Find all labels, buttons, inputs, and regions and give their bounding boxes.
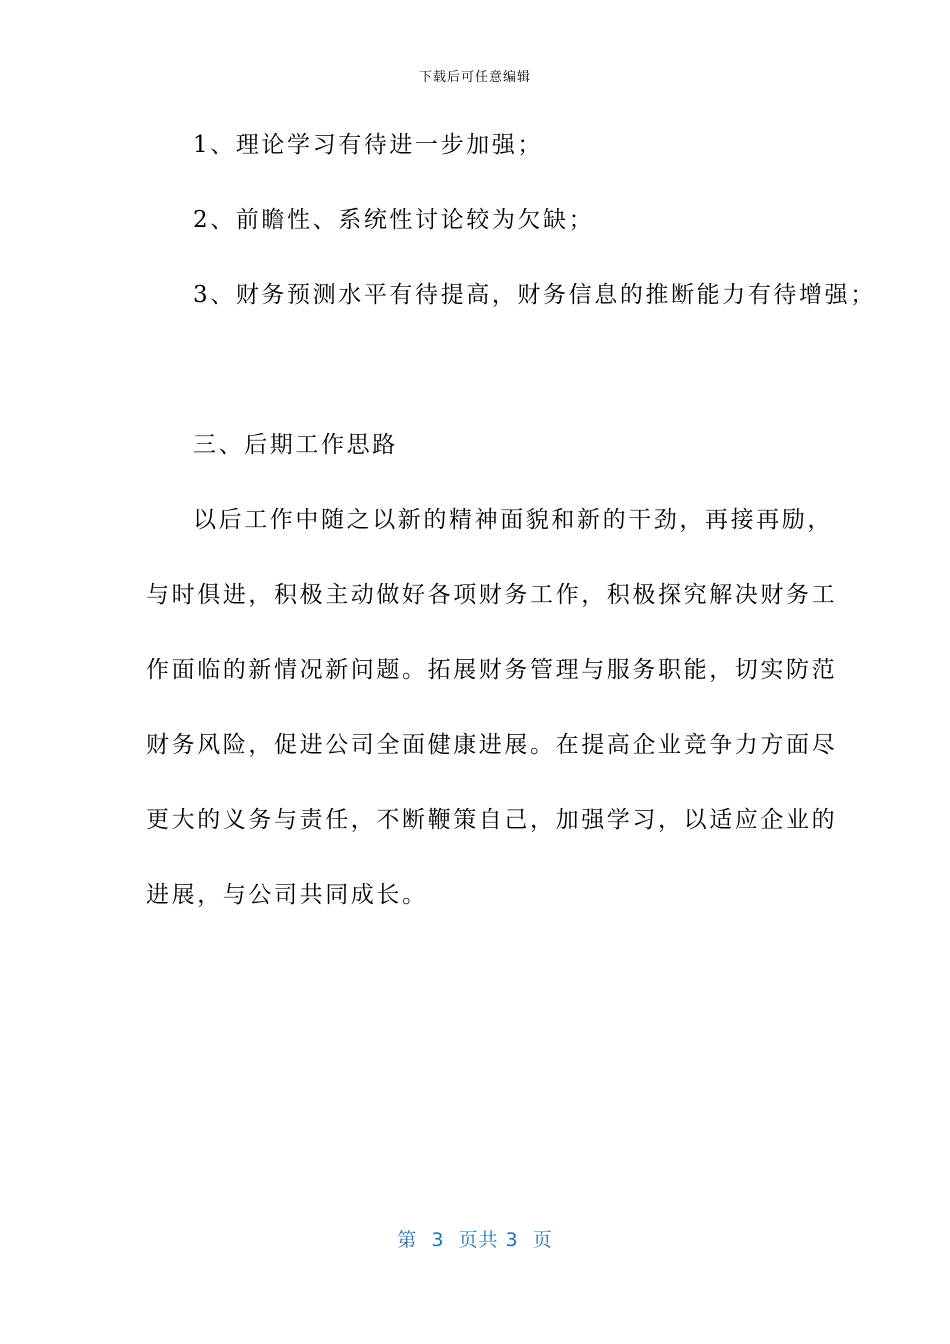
paragraph-line: 进展，与公司共同成长。	[146, 882, 428, 908]
paragraph-line: 财务风险，促进公司全面健康进展。在提高企业竞争力方面尽	[146, 732, 838, 758]
list-item: 3、财务预测水平有待提高，财务信息的推断能力有待增强；	[193, 282, 876, 308]
paragraph-line: 更大的义务与责任，不断鞭策自己，加强学习，以适应企业的	[146, 807, 838, 833]
paragraph-line: 与时俱进，积极主动做好各项财务工作，积极探究解决财务工	[146, 582, 838, 608]
paragraph-line: 作面临的新情况新问题。拓展财务管理与服务职能，切实防范	[146, 657, 838, 683]
header-note: 下载后可任意编辑	[418, 70, 531, 85]
paragraph-line: 以后工作中随之以新的精神面貌和新的干劲，再接再励，	[193, 507, 833, 533]
page-number: 第 3 页共 3 页	[397, 1229, 553, 1251]
list-item: 2、前瞻性、系统性讨论较为欠缺；	[193, 207, 595, 233]
section-heading: 三、后期工作思路	[193, 432, 398, 458]
list-item: 1、理论学习有待进一步加强；	[193, 132, 544, 158]
